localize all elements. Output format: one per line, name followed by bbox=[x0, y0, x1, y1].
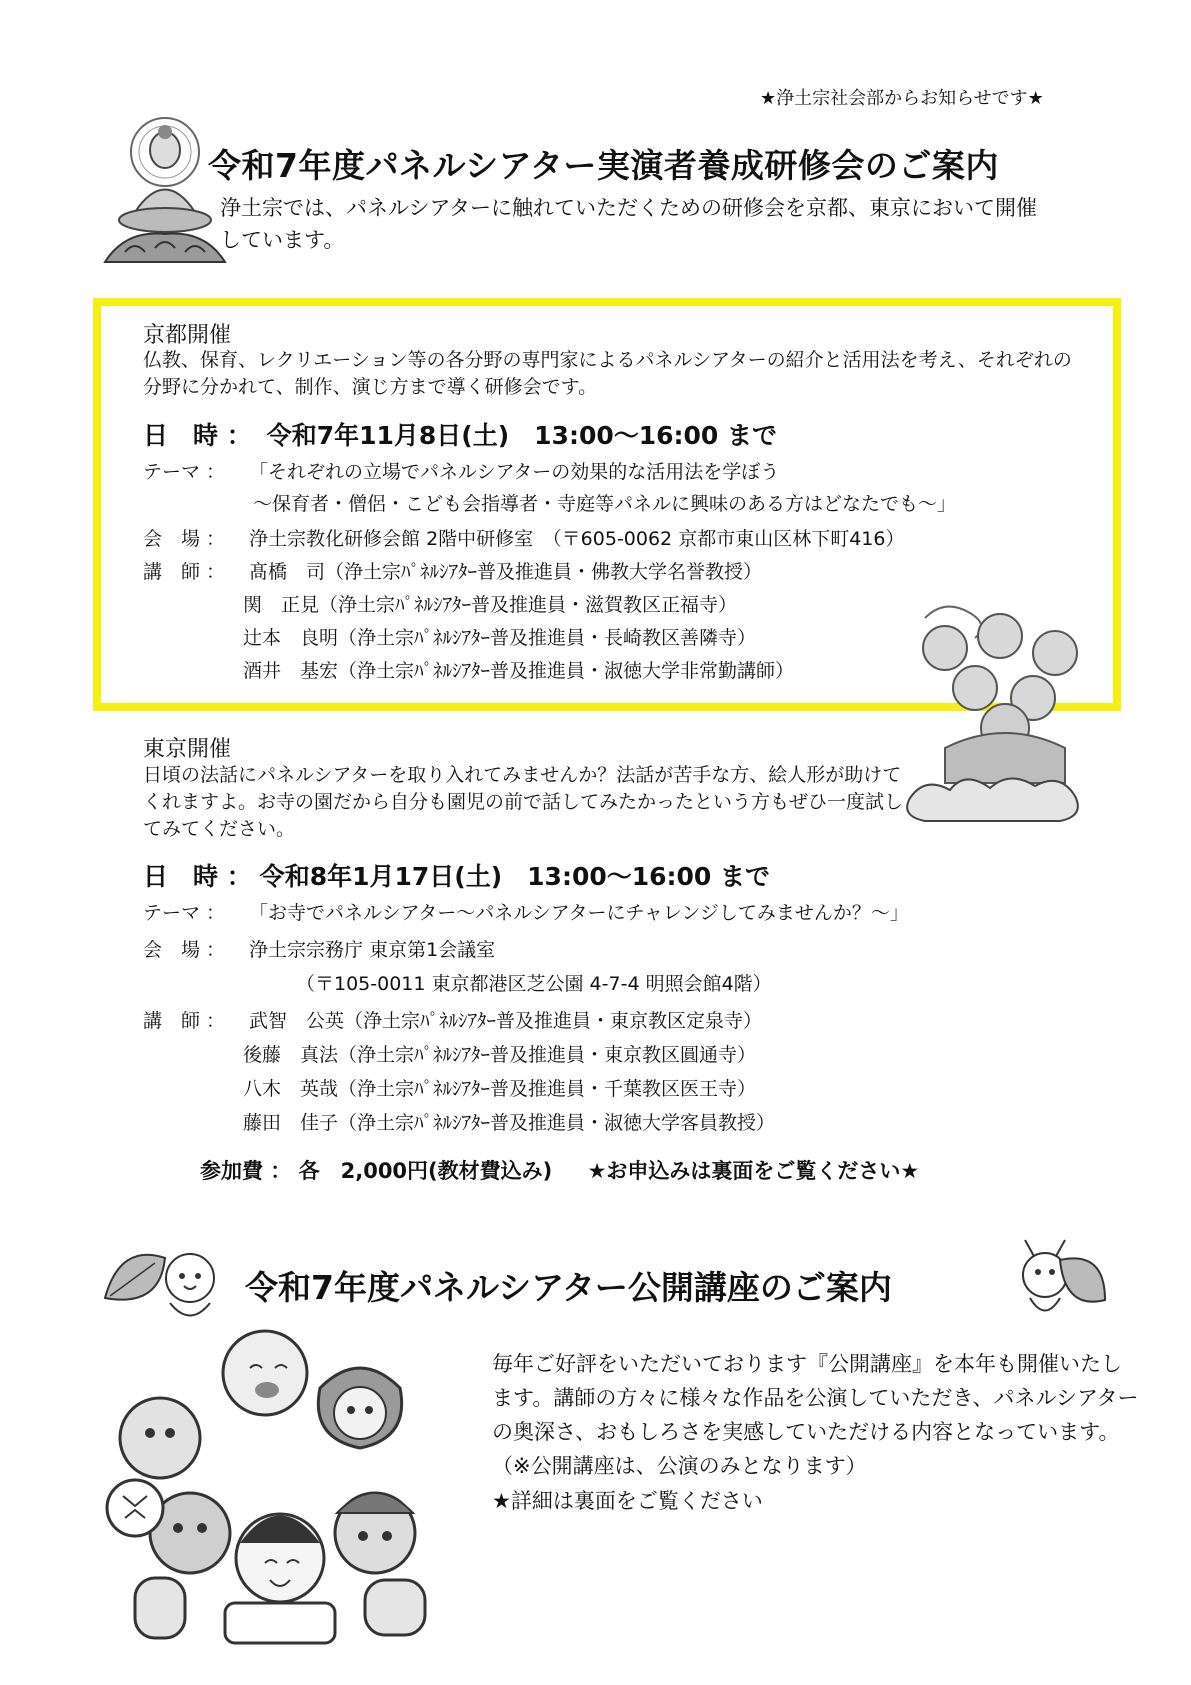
kyoto-heading: 京都開催 bbox=[143, 323, 232, 348]
tokyo-lecturer-2: 後藤 真法（浄土宗ﾊﾟﾈﾙｼｱﾀｰ普及推進員・東京教区圓通寺） bbox=[243, 1044, 757, 1066]
kyoto-lecturer-label: 講 師 ： bbox=[143, 561, 226, 583]
fee-line bbox=[200, 1155, 947, 1185]
lecture-detail-note: ★詳細は裏面をご覧ください bbox=[492, 1489, 763, 1513]
children-characters-illustration bbox=[105, 1318, 460, 1653]
lecture-body: 毎年ご好評をいただいております『公開講座』を本年も開催いたします。講師の方々に様々な作品を公演していただき、パネルシアターの奥深さ、おもしろさを実感していただける内容となっています。（※公開講座は、公演のみとなります） bbox=[492, 1352, 1139, 1478]
tokyo-lecturer-label: 講 師 ： bbox=[143, 1010, 226, 1032]
tokyo-datetime-label: 日 時 ： bbox=[143, 862, 252, 891]
tokyo-lecturer-4: 藤田 佳子（浄土宗ﾊﾟﾈﾙｼｱﾀｰ普及推進員・淑徳大学客員教授） bbox=[243, 1112, 776, 1134]
kyoto-datetime: 令和7年11月8日(土) 13:00～16:00 まで bbox=[266, 421, 778, 450]
kyoto-lecturer-4: 酒井 基宏（浄土宗ﾊﾟﾈﾙｼｱﾀｰ普及推進員・淑徳大学非常勤講師） bbox=[243, 660, 795, 682]
fee-text: 参加費 ： 各 2,000円(教材費込み) bbox=[200, 1159, 553, 1183]
tokyo-venue-label: 会 場 ： bbox=[143, 939, 226, 961]
tokyo-theme: 「お寺でパネルシアター～パネルシアターにチャレンジしてみませんか？～」 bbox=[249, 902, 909, 924]
kyoto-lecturer-3: 辻本 良明（浄土宗ﾊﾟﾈﾙｼｱﾀｰ普及推進員・長崎教区善隣寺） bbox=[243, 627, 757, 649]
tokyo-description: 日頃の法話にパネルシアターを取り入れてみませんか？法話が苦手な方、絵人形が助けてくれますよ。お寺の園だから自分も園児の前で話してみたかったという方もぜひ一度試してみてください。 bbox=[143, 764, 904, 840]
fee-apply-note: ★お申込みは裏面をご覧ください★ bbox=[587, 1159, 920, 1183]
lecture-title: 令和7年度パネルシアター公開講座のご案内 bbox=[245, 1268, 892, 1307]
kyoto-description: 仏教、保育、レクリエーション等の各分野の専門家によるパネルシアターの紹介と活用法を考え、それぞれの分野に分かれて、制作、演じ方まで導く研修会です。 bbox=[143, 349, 1072, 398]
tokyo-venue-address: （〒105-0011 東京都港区芝公園 4-7-4 明照会館4階） bbox=[296, 973, 772, 995]
kyoto-lecturer-1: 髙橋 司（浄土宗ﾊﾟﾈﾙｼｱﾀｰ普及推進員・佛教大学名誉教授） bbox=[249, 561, 763, 583]
buddhas-cloud-illustration bbox=[905, 598, 1105, 833]
kyoto-venue-label: 会 場 ： bbox=[143, 528, 226, 550]
kyoto-theme-subtitle: ～保育者・僧侶・こども会指導者・寺庭等パネルに興味のある方はどなたでも～」 bbox=[253, 493, 957, 515]
kyoto-theme-label: テーマ ： bbox=[143, 461, 226, 483]
header-notice: ★浄土宗社会部からお知らせです★ bbox=[760, 88, 1044, 109]
kyoto-venue: 浄土宗教化研修会館 2階中研修室 （〒605-0062 京都市東山区林下町416） bbox=[249, 528, 905, 550]
kyoto-theme: 「それぞれの立場でパネルシアターの効果的な活用法を学ぼう bbox=[249, 461, 780, 483]
tokyo-datetime: 令和8年1月17日(土) 13:00～16:00 まで bbox=[259, 862, 771, 891]
cat-leaf-right-illustration bbox=[1010, 1230, 1110, 1330]
tokyo-venue: 浄土宗宗務庁 東京第1会議室 bbox=[249, 939, 496, 961]
tokyo-lecturer-1: 武智 公英（浄土宗ﾊﾟﾈﾙｼｱﾀｰ普及推進員・東京教区定泉寺） bbox=[249, 1010, 763, 1032]
tokyo-theme-label: テーマ ： bbox=[143, 902, 226, 924]
tokyo-heading: 東京開催 bbox=[143, 737, 232, 762]
kyoto-lecturer-2: 関 正見（浄土宗ﾊﾟﾈﾙｼｱﾀｰ普及推進員・滋賀教区正福寺） bbox=[243, 594, 738, 616]
intro-text: 浄土宗では、パネルシアターに触れていただくための研修会を京都、東京において開催しています。 bbox=[220, 196, 1038, 252]
tokyo-lecturer-3: 八木 英哉（浄土宗ﾊﾟﾈﾙｼｱﾀｰ普及推進員・千葉教区医王寺） bbox=[243, 1078, 757, 1100]
page-title: 令和7年度パネルシアター実演者養成研修会のご案内 bbox=[208, 146, 999, 185]
kyoto-datetime-label: 日 時 ： bbox=[143, 421, 252, 450]
buddha-illustration bbox=[95, 112, 235, 272]
